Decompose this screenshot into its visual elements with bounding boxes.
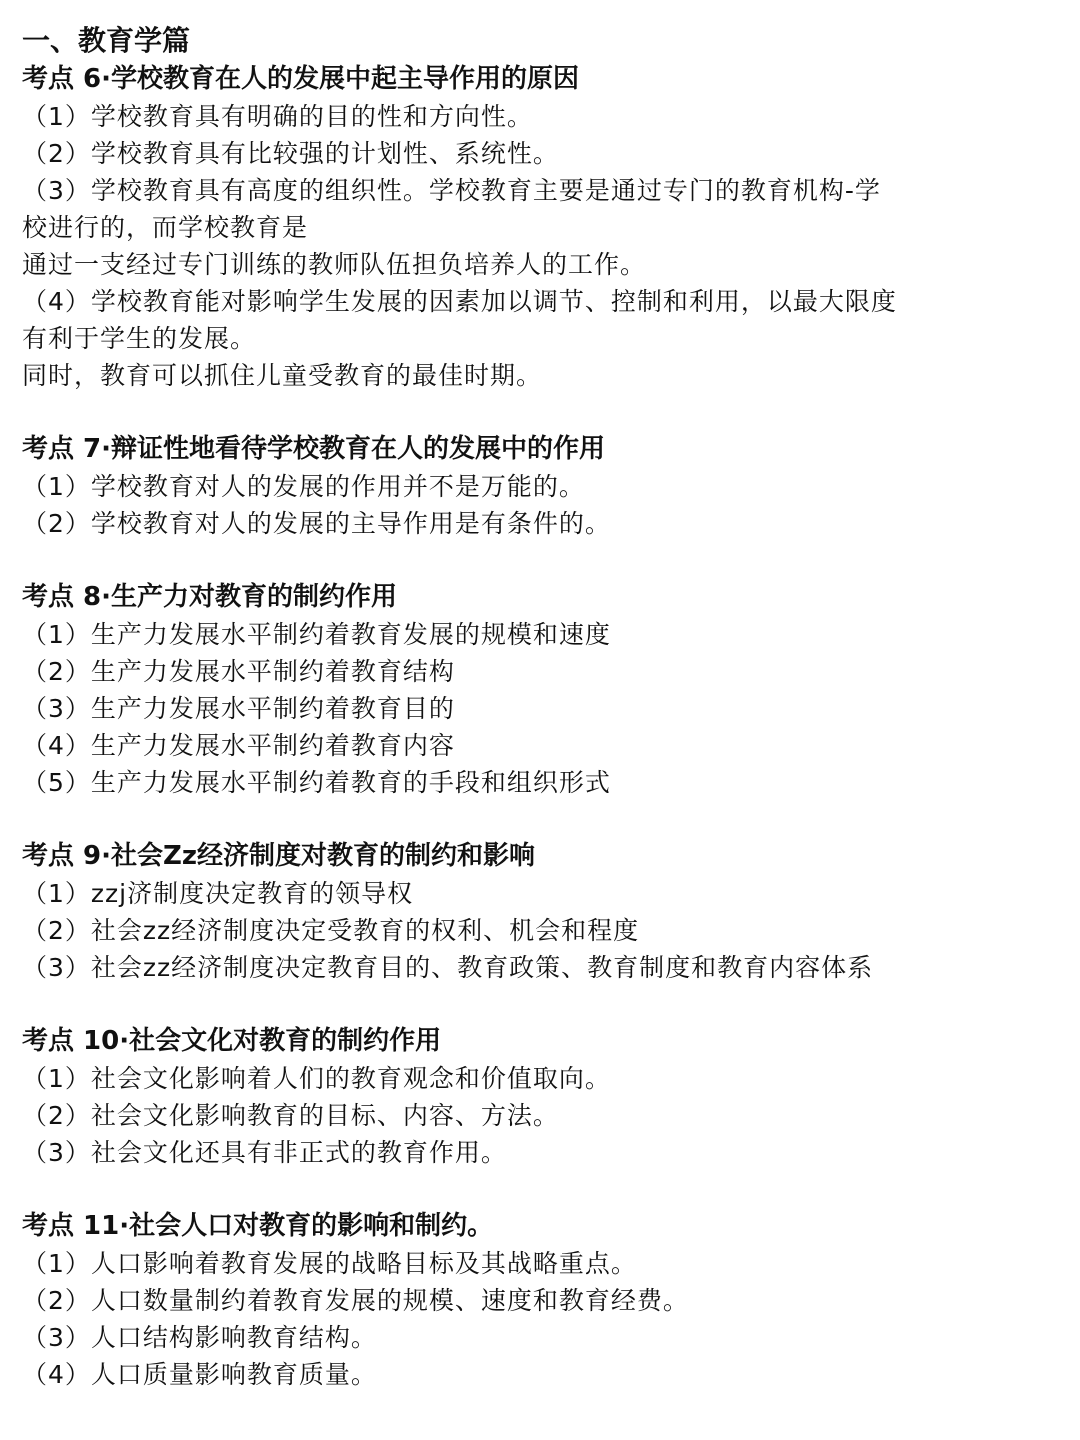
topic-6 xyxy=(22,60,1062,394)
topic-7-line-2: （2）学校教育对人的发展的主导作用是有条件的。 xyxy=(22,509,611,538)
topic-8 xyxy=(22,578,1062,801)
topic-11-title: 考点 11·社会人口对教育的影响和制约。 xyxy=(22,1211,494,1241)
topic-10 xyxy=(22,1022,1062,1171)
topic-9-line-1: （1）zzj济制度决定教育的领导权 xyxy=(22,879,414,908)
topic-6-title: 考点 6·学校教育在人的发展中起主导作用的原因 xyxy=(22,64,580,94)
topic-11-line-3: （3）人口结构影响教育结构。 xyxy=(22,1323,377,1352)
topic-8-line-1: （1）生产力发展水平制约着教育发展的规模和速度 xyxy=(22,620,611,649)
topic-9-line-2: （2）社会zz经济制度决定受教育的权利、机会和程度 xyxy=(22,916,640,945)
topic-10-title: 考点 10·社会文化对教育的制约作用 xyxy=(22,1026,442,1056)
topic-8-line-3: （3）生产力发展水平制约着教育目的 xyxy=(22,694,455,723)
topic-6-line-8: 同时，教育可以抓住儿童受教育的最佳时期。 xyxy=(22,361,543,390)
topic-10-line-3: （3）社会文化还具有非正式的教育作用。 xyxy=(22,1138,507,1167)
topic-11 xyxy=(22,1207,1062,1393)
topic-8-line-2: （2）生产力发展水平制约着教育结构 xyxy=(22,657,455,686)
topic-10-line-2: （2）社会文化影响教育的目标、内容、方法。 xyxy=(22,1101,559,1130)
topic-9-line-3: （3）社会zz经济制度决定教育目的、教育政策、教育制度和教育内容体系 xyxy=(22,953,874,982)
section-title: 一、教育学篇 xyxy=(22,24,191,57)
topic-6-line-4: 校进行的，而学校教育是 xyxy=(22,213,309,242)
topic-6-line-6: （4）学校教育能对影响学生发展的因素加以调节、控制和利用，以最大限度 xyxy=(22,287,897,316)
topic-6-line-3: （3）学校教育具有高度的组织性。学校教育主要是通过专门的教育机构-学 xyxy=(22,176,881,205)
topic-7 xyxy=(22,430,1062,542)
topic-10-line-1: （1）社会文化影响着人们的教育观念和价值取向。 xyxy=(22,1064,611,1093)
topic-6-line-2: （2）学校教育具有比较强的计划性、系统性。 xyxy=(22,139,559,168)
topic-8-line-4: （4）生产力发展水平制约着教育内容 xyxy=(22,731,455,760)
topic-9 xyxy=(22,837,1062,986)
topic-11-line-2: （2）人口数量制约着教育发展的规模、速度和教育经费。 xyxy=(22,1286,689,1315)
topic-9-title: 考点 9·社会Zz经济制度对教育的制约和影响 xyxy=(22,841,536,871)
topic-6-line-1: （1）学校教育具有明确的目的性和方向性。 xyxy=(22,102,533,131)
topic-6-line-5: 通过一支经过专门训练的教师队伍担负培养人的工作。 xyxy=(22,250,647,279)
topic-11-line-4: （4）人口质量影响教育质量。 xyxy=(22,1360,377,1389)
topic-8-title: 考点 8·生产力对教育的制约作用 xyxy=(22,582,398,612)
topic-11-line-1: （1）人口影响着教育发展的战略目标及其战略重点。 xyxy=(22,1249,637,1278)
topic-7-title: 考点 7·辩证性地看待学校教育在人的发展中的作用 xyxy=(22,434,606,464)
topic-7-line-1: （1）学校教育对人的发展的作用并不是万能的。 xyxy=(22,472,585,501)
topic-8-line-5: （5）生产力发展水平制约着教育的手段和组织形式 xyxy=(22,768,611,797)
notes-page xyxy=(22,22,1062,1393)
topic-6-line-7: 有利于学生的发展。 xyxy=(22,324,257,353)
